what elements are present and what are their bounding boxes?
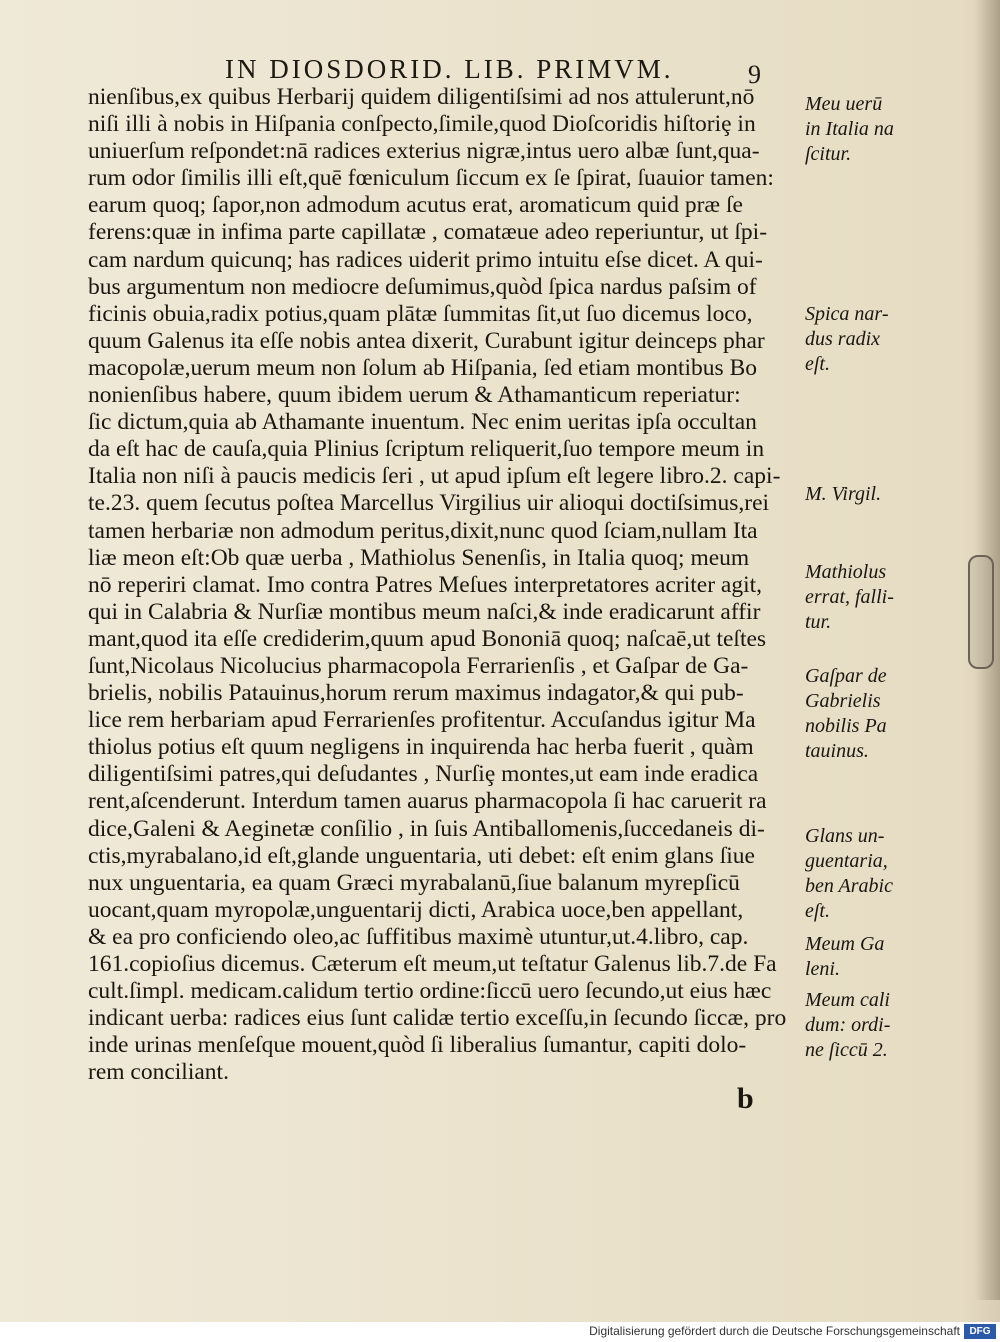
margin-note-line: guentaria, bbox=[805, 850, 888, 872]
margin-note-line: Gaſpar de bbox=[805, 665, 887, 687]
text-line: thiolus potius eſt quum negligens in inquirenda hac herba fuerit , quàm bbox=[88, 734, 754, 761]
margin-note-line: tauinus. bbox=[805, 740, 869, 762]
margin-note bbox=[805, 824, 905, 924]
folio-number: 9 bbox=[748, 60, 761, 89]
text-line: lice rem herbariam apud Ferrarienſes profitentur. Accuſandus igitur Ma bbox=[88, 707, 756, 734]
margin-note-line: Meu uerū bbox=[805, 93, 883, 115]
text-line: inde urinas menſeſque mouent,quòd ſi liberalius ſumantur, capiti dolo- bbox=[88, 1032, 747, 1059]
margin-note-line: ben Arabic bbox=[805, 875, 893, 897]
margin-note bbox=[805, 988, 905, 1063]
text-line: earum quoq; ſapor,non admodum acutus erat, aromaticum quid præ ſe bbox=[88, 192, 743, 219]
footer-bar bbox=[0, 1322, 1000, 1342]
text-line: rent,aſcenderunt. Interdum tamen auarus pharmacopola ſi hac caruerit ra bbox=[88, 788, 767, 815]
text-line: rum odor ſimilis illi eſt,quē fœniculum ſiccum ex ſe ſpirat, ſuauior tamen: bbox=[88, 165, 774, 192]
text-line: Italia non niſi à paucis medicis ſeri , ut apud ipſum eſt legere libro.2. capi- bbox=[88, 463, 781, 490]
text-line: uocant,quam myropolæ,unguentarij dicti, Arabica uoce,ben appellant, bbox=[88, 896, 744, 923]
margin-note bbox=[805, 932, 905, 982]
margin-note-line: Spica nar- bbox=[805, 303, 889, 325]
margin-note-line: eſt. bbox=[805, 900, 830, 922]
margin-note-line: Glans un- bbox=[805, 825, 885, 847]
text-line: nonienſibus habere, quum ibidem uerum & Athamanticum reperiatur: bbox=[88, 382, 741, 409]
margin-note-line: in Italia na bbox=[805, 118, 894, 140]
binding-clip bbox=[968, 555, 994, 669]
text-line: niſi illi à nobis in Hiſpania conſpecto,ſimile,quod Dioſcoridis hiſtoriȩ in bbox=[88, 111, 756, 138]
text-line: nō reperiri clamat. Imo contra Patres Meſues interpretatores acriter agit, bbox=[88, 571, 763, 598]
text-line: macopolæ,uerum meum non ſolum ab Hiſpania, ſed etiam montibus Bo bbox=[88, 354, 757, 381]
margin-note-line: Mathiolus bbox=[805, 561, 887, 583]
text-line: ſunt,Nicolaus Nicolucius pharmacopola Ferrarienſis , et Gaſpar de Ga- bbox=[88, 652, 749, 679]
margin-note bbox=[805, 664, 905, 764]
margin-note-line: leni. bbox=[805, 958, 840, 980]
text-line: brielis, nobilis Patauinus,horum rerum maximus indagator,& qui pub- bbox=[88, 680, 744, 707]
margin-note bbox=[805, 482, 905, 507]
text-line: quum Galenus ita eſſe nobis antea dixerit, Curabunt igitur deinceps phar bbox=[88, 327, 765, 354]
text-line: da eſt hac de cauſa,quia Plinius ſcriptum reliquerit,ſuo tempore meum in bbox=[88, 436, 765, 463]
text-line: ferens:quæ in infima parte capillatæ , comatæue adeo reperiuntur, ut ſpi- bbox=[88, 219, 768, 246]
margin-note-line: dus radix bbox=[805, 328, 880, 350]
text-line: bus argumentum non mediocre deſumimus,quòd ſpica nardus paſsim of bbox=[88, 273, 757, 300]
margin-note-line: Gabrielis bbox=[805, 690, 881, 712]
margin-note-line: Meum Ga bbox=[805, 933, 885, 955]
dfg-logo: DFG bbox=[964, 1324, 996, 1339]
margin-note bbox=[805, 92, 905, 167]
text-line: dice,Galeni & Aeginetæ conſilio , in ſuis Antiballomenis,ſuccedaneis di- bbox=[88, 815, 765, 842]
text-line: qui in Calabria & Nurſiæ montibus meum naſci,& inde eradicarunt affir bbox=[88, 598, 761, 625]
text-line: & ea pro conficiendo oleo,ac ſuffitibus maximè utuntur,ut.4.libro, cap. bbox=[88, 923, 749, 950]
signature-mark: b bbox=[737, 1082, 754, 1115]
margin-note bbox=[805, 560, 905, 635]
margin-note-line: dum: ordi- bbox=[805, 1014, 891, 1036]
margin-note-line: eſt. bbox=[805, 353, 830, 375]
margin-note-line: Meum cali bbox=[805, 989, 890, 1011]
text-line: mant,quod ita eſſe crediderim,quum apud Bononiā quoq; naſcaē,ut teſtes bbox=[88, 625, 767, 652]
text-line: te.23. quem ſecutus poſtea Marcellus Virgilius uir alioqui doctiſsimus,rei bbox=[88, 490, 770, 517]
text-line: ſic dictum,quia ab Athamante inuentum. Nec enim ueritas ipſa occultan bbox=[88, 409, 757, 436]
margin-note-line: errat, falli- bbox=[805, 586, 894, 608]
main-text-block bbox=[88, 84, 798, 1086]
margin-note-line: M. Virgil. bbox=[805, 483, 882, 505]
margin-note-line: ne ſiccū 2. bbox=[805, 1039, 888, 1061]
text-line: diligentiſsimi patres,qui deſudantes , Nurſiȩ montes,ut eam inde eradica bbox=[88, 761, 759, 788]
margin-note bbox=[805, 302, 905, 377]
text-line: indicant uerba: radices eius ſunt calidæ tertio exceſſu,in ſecundo ſiccæ, pro bbox=[88, 1005, 787, 1032]
text-line: uniuerſum reſpondet:nā radices exterius nigræ,intus uero albæ ſunt,qua- bbox=[88, 138, 760, 165]
text-line: rem conciliant. bbox=[88, 1059, 229, 1086]
text-line: 161.copioſius dicemus. Cæterum eſt meum,ut teſtatur Galenus lib.7.de Fa bbox=[88, 951, 777, 977]
running-header: IN DIOSDORID. LIB. PRIMVM. bbox=[225, 54, 674, 84]
text-line: ctis,myrabalano,id eſt,glande unguentaria, uti debet: eſt enim glans ſiue bbox=[88, 842, 755, 869]
text-line: cult.ſimpl. medicam.calidum tertio ordine:ſiccū uero ſecundo,ut eius hæc bbox=[88, 978, 772, 1005]
text-line: cam nardum quicunq; has radices uiderit primo intuitu eſse dicet. A qui- bbox=[88, 246, 763, 273]
margin-note-line: ſcitur. bbox=[805, 143, 852, 165]
text-line: ficinis obuia,radix potius,quam plātæ ſummitas ſit,ut ſuo dicemus loco, bbox=[88, 300, 753, 327]
text-line: liæ meon eſt:Ob quæ uerba , Mathiolus Senenſis, in Italia quoq; meum bbox=[88, 544, 750, 571]
margin-note-line: nobilis Pa bbox=[805, 715, 887, 737]
text-line: nienſibus,ex quibus Herbarij quidem diligentiſsimi ad nos attulerunt,nō bbox=[88, 84, 755, 110]
text-line: nux unguentaria, ea quam Græci myrabalanū,ſiue balanum myrepſicū bbox=[88, 869, 740, 896]
margin-note-line: tur. bbox=[805, 611, 832, 633]
footer-credit: Digitalisierung gefördert durch die Deutsche Forschungsgemeinschaft bbox=[589, 1324, 960, 1338]
text-line: tamen herbariæ non admodum peritus,dixit,nunc quod ſciam,nullam Ita bbox=[88, 517, 758, 544]
